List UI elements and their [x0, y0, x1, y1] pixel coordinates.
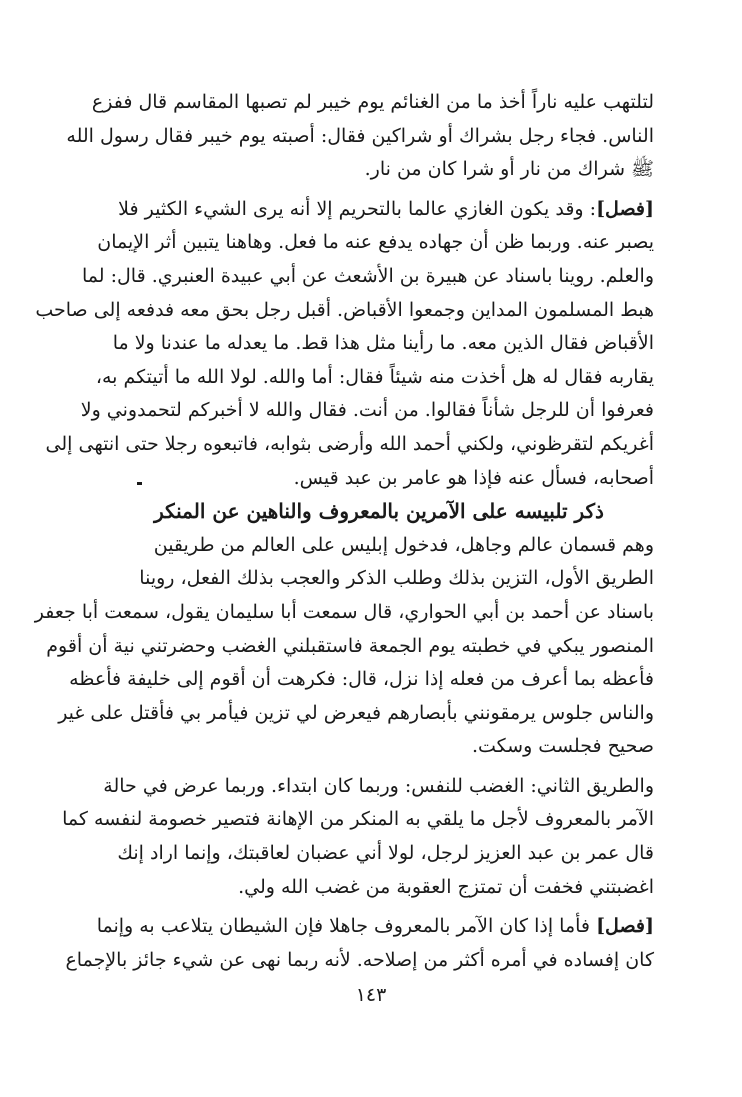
text-line: [فصل]: وقد يكون الغازي عالما بالتحريم إلا أنه يرى الشيء الكثير فلا — [118, 197, 654, 220]
text-line: اغضبتني فخفت أن تمتزج العقوبة من غضب الله ولي. — [238, 875, 654, 898]
section-heading: ذكر تلبيسه على الآمرين بالمعروف والناهين عن المنكر — [154, 499, 604, 524]
text-line: قال عمر بن عبد العزيز لرجل، لولا أني عضبان لعاقبتك، وإنما اراد إنك — [117, 842, 654, 865]
text-line: يقاربه فقال له هل أخذت منه شيئاً فقال: أما والله. لولا الله ما أتيتكم به، — [95, 365, 654, 388]
text-line: ﷺ شراك من نار أو شرا كان من نار. — [364, 158, 654, 181]
text-line: الأقباض فقال الذين معه. ما رأينا مثل هذا قط. ما يعدله ما عندنا ولا ما — [112, 332, 654, 355]
text-line: والطريق الثاني: الغضب للنفس: وربما كان ابتداء. وربما عرض في حالة — [103, 774, 654, 797]
stray-mark — [137, 482, 142, 485]
text-segment: وقد يكون الغازي عالما بالتحريم إلا أنه يرى الشيء الكثير فلا — [118, 197, 584, 220]
text-line: كان إفساده في أمره أكثر من إصلاحه. لأنه ربما نهى عن شيء جائز بالإجماع — [65, 948, 654, 971]
text-line: باسناد عن أحمد بن أبي الحواري، قال سمعت أبا سليمان يقول، سمعت أبا جعفر — [34, 600, 654, 623]
text-line: أغريكم لتقرظوني، ولكني أحمد الله وأرضى بثوابه، فاتبعوه رجلا حتى انتهى إلى — [45, 432, 654, 455]
text-line: فعرفوا أن للرجل شأناً فقالوا. من أنت. فقال والله لا أخبركم لتحمدوني ولا — [80, 399, 654, 422]
text-line: وهم قسمان عالم وجاهل، فدخول إبليس على العالم من طريقين — [153, 533, 654, 556]
text-line: الناس. فجاء رجل بشراك أو شراكين فقال: أصبته يوم خيبر فقال رسول الله — [66, 124, 654, 147]
text-line: والعلم. روينا باسناد عن هبيرة بن الأشعث عن أبي عبيدة العنبري. قال: لما — [81, 264, 654, 287]
text-line: الطريق الأول، التزين بذلك وطلب الذكر والعجب بذلك الفعل، روينا — [139, 567, 654, 590]
text-line: يصبر عنه. وربما ظن أن جهاده يدفع عنه ما فعل. وهاهنا يتبين أثر الإيمان — [97, 231, 654, 254]
text-segment: فأما إذا كان الآمر بالمعروف جاهلا فإن الشيطان يتلاعب به وإنما — [96, 915, 591, 938]
text-line: لتلتهب عليه ناراً أخذ ما من الغنائم يوم خيبر لم تصبها المقاسم قال ففزع — [91, 91, 654, 113]
text-line: والناس جلوس يرمقونني بأبصارهم فيعرض لي تزين فيأمر بي فأقتل على غير — [58, 701, 654, 724]
page-body-text — [34, 86, 654, 977]
text-line: الآمر بالمعروف لأجل ما يلقي به المنكر من الإهانة فتصير خصومة لنفسه كما — [62, 808, 654, 831]
text-line: هبط المسلمون المداين وجمعوا الأقباض. أقبل رجل بحق معه فدفعه إلى صاحب — [35, 298, 654, 321]
text-line: أصحابه، فسأل عنه فإذا هو عامر بن عبد قيس. — [293, 466, 654, 489]
text-line: صحيح فجلست وسكت. — [471, 735, 654, 758]
section-label: [فصل] — [596, 197, 654, 220]
text-line: فأعظه بما أعرف من فعله إذا نزل، قال: فكرهت أن أقوم إلى خليفة فأعظه — [69, 668, 654, 691]
section-label: [فصل] — [596, 915, 654, 938]
text-line — [96, 910, 654, 944]
page-number: ١٤٣ — [355, 984, 387, 1006]
text-line: المنصور يبكي في خطبته يوم الجمعة فاستقبلني الغضب وحضرتني نية أن أقوم — [46, 634, 654, 657]
